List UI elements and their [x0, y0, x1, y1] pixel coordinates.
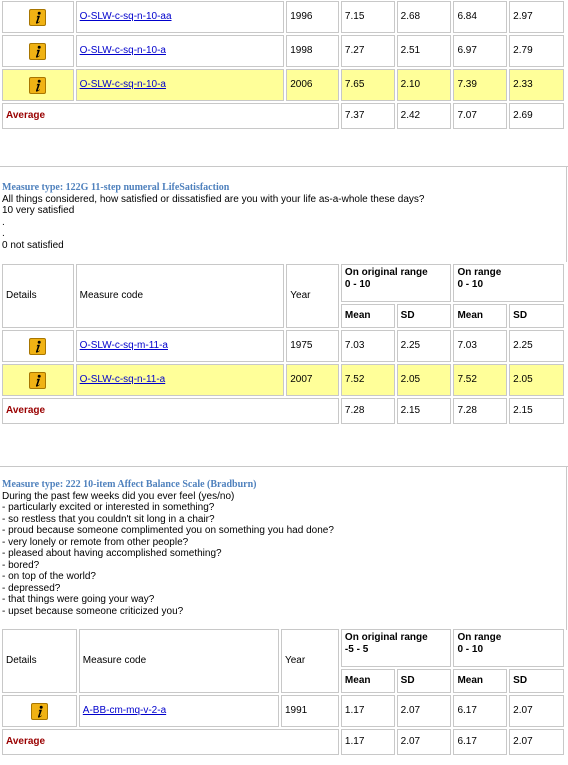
- mean-range-cell: 6.84: [453, 1, 507, 33]
- measure-item: - that things were going your way?: [2, 594, 155, 605]
- details-cell[interactable]: [2, 364, 74, 396]
- measure-answer-line: .: [2, 228, 5, 239]
- average-mean: 1.17: [341, 729, 395, 755]
- average-mean-range: 6.17: [453, 729, 507, 755]
- measure-code-link[interactable]: A-BB-cm-mq-v-2-a: [82, 705, 167, 716]
- sd-range-cell: 2.79: [509, 35, 564, 67]
- sd-range-cell: 2.33: [509, 69, 564, 101]
- table-row: [2, 35, 564, 67]
- table-row: [2, 330, 564, 362]
- range-value: 0 - 10: [457, 644, 484, 655]
- average-label: Average: [2, 729, 339, 755]
- details-cell[interactable]: [2, 330, 74, 362]
- mean-range-cell: 7.39: [453, 69, 507, 101]
- table-row-highlighted: [2, 69, 564, 101]
- mean-cell: 1.17: [341, 695, 395, 727]
- sd-range-header: SD: [509, 669, 564, 693]
- measure-code-cell: [76, 364, 285, 396]
- info-icon[interactable]: [31, 703, 48, 720]
- mean-range-header: Mean: [453, 304, 507, 328]
- measure-question: During the past few weeks did you ever feel (yes/no): [2, 490, 235, 502]
- sd-cell: 2.10: [397, 69, 452, 101]
- section-border: [566, 466, 567, 630]
- info-icon[interactable]: [29, 338, 46, 355]
- range-header: [453, 629, 564, 667]
- measure-item: - upset because someone criticized you?: [2, 605, 184, 617]
- sd-range-cell: 2.97: [509, 1, 564, 33]
- average-label: Average: [2, 398, 339, 424]
- sd-header: SD: [397, 304, 452, 328]
- mean-cell: 7.52: [341, 364, 395, 396]
- year-header: Year: [281, 629, 339, 693]
- original-range-header: [341, 629, 452, 667]
- sd-range-cell: 2.25: [509, 330, 564, 362]
- measure-code-link[interactable]: O-SLW-c-sq-n-11-a: [79, 374, 166, 385]
- table-header-row: [2, 264, 564, 302]
- year-cell: 1998: [286, 35, 339, 67]
- measure-question: All things considered, how satisfied or dissatisfied are you with your life as-a-whole these days?: [2, 193, 425, 205]
- year-header: Year: [286, 264, 339, 328]
- mean-range-cell: 7.52: [453, 364, 507, 396]
- average-sd-range: 2.69: [509, 103, 564, 129]
- sd-cell: 2.07: [397, 695, 452, 727]
- year-cell: 1991: [281, 695, 339, 727]
- original-range-value: -5 - 5: [344, 644, 369, 655]
- measure-code-cell: [79, 695, 279, 727]
- measure-item: - so restless that you couldn't sit long in a chair?: [2, 513, 215, 525]
- year-cell: 2006: [286, 69, 339, 101]
- measure-item: - bored?: [2, 559, 40, 571]
- info-icon[interactable]: [29, 372, 46, 389]
- table-row-highlighted: [2, 364, 564, 396]
- range-label: On range: [457, 632, 502, 643]
- mean-cell: 7.03: [341, 330, 395, 362]
- original-range-label: On original range: [344, 632, 428, 643]
- mean-range-header: Mean: [453, 669, 507, 693]
- range-value: 0 - 10: [457, 279, 484, 290]
- measure-code-header: Measure code: [76, 264, 285, 328]
- measure-description: [2, 479, 562, 617]
- sd-cell: 2.51: [397, 35, 452, 67]
- results-table-3: [0, 627, 566, 757]
- details-header: Details: [2, 264, 74, 328]
- info-icon[interactable]: [29, 77, 46, 94]
- section-divider: [0, 466, 568, 467]
- details-cell[interactable]: [2, 1, 74, 33]
- measure-item: - pleased about having accomplished something?: [2, 548, 222, 559]
- measure-code-cell: [76, 330, 285, 362]
- range-label: On range: [457, 267, 502, 278]
- mean-header: Mean: [341, 304, 395, 328]
- average-mean: 7.28: [341, 398, 395, 424]
- measure-code-cell: [76, 35, 285, 67]
- mean-cell: 7.65: [341, 69, 395, 101]
- results-table-2: [0, 262, 566, 426]
- average-mean-range: 7.28: [453, 398, 507, 424]
- measure-code-link[interactable]: O-SLW-c-sq-n-10-a: [79, 79, 166, 90]
- average-sd-range: 2.07: [509, 729, 564, 755]
- measure-item: - very lonely or remote from other people?: [2, 536, 189, 548]
- average-sd: 2.15: [397, 398, 452, 424]
- details-header: Details: [2, 629, 77, 693]
- measure-description: [2, 182, 562, 251]
- measure-item: - depressed?: [2, 582, 61, 594]
- original-range-header: [341, 264, 452, 302]
- measure-code-link[interactable]: O-SLW-c-sq-m-11-a: [79, 340, 168, 351]
- table-row: [2, 695, 564, 727]
- measure-code-cell: [76, 69, 285, 101]
- year-cell: 2007: [286, 364, 339, 396]
- average-row: [2, 103, 564, 129]
- sd-cell: 2.05: [397, 364, 452, 396]
- measure-title: Measure type: 122G 11-step numeral LifeSatisfaction: [2, 182, 230, 193]
- sd-range-cell: 2.05: [509, 364, 564, 396]
- measure-answer-line: .: [2, 216, 5, 228]
- sd-range-cell: 2.07: [509, 695, 564, 727]
- mean-header: Mean: [341, 669, 395, 693]
- measure-answer-line: 10 very satisfied: [2, 205, 75, 216]
- results-table-1: [0, 0, 566, 131]
- table-header-row: [2, 629, 564, 667]
- measure-item: - particularly excited or interested in something?: [2, 502, 215, 513]
- section-divider: [0, 166, 568, 167]
- details-cell[interactable]: [2, 695, 77, 727]
- measure-code-header: Measure code: [79, 629, 279, 693]
- average-mean-range: 7.07: [453, 103, 507, 129]
- measure-code-link[interactable]: O-SLW-c-sq-n-10-a: [79, 45, 166, 56]
- details-cell[interactable]: [2, 69, 74, 101]
- measure-code-cell: [76, 1, 285, 33]
- sd-cell: 2.25: [397, 330, 452, 362]
- measure-answer-line: 0 not satisfied: [2, 239, 64, 251]
- measure-title: Measure type: 222 10-item Affect Balance Scale (Bradburn): [2, 479, 257, 490]
- original-range-label: On original range: [344, 267, 428, 278]
- average-mean: 7.37: [341, 103, 395, 129]
- average-row: [2, 398, 564, 424]
- mean-range-cell: 6.17: [453, 695, 507, 727]
- average-sd: 2.42: [397, 103, 452, 129]
- info-icon[interactable]: [29, 43, 46, 60]
- measure-code-link[interactable]: O-SLW-c-sq-n-10-aa: [79, 11, 172, 22]
- original-range-value: 0 - 10: [344, 279, 371, 290]
- section-border: [566, 166, 567, 262]
- mean-range-cell: 7.03: [453, 330, 507, 362]
- average-sd-range: 2.15: [509, 398, 564, 424]
- sd-cell: 2.68: [397, 1, 452, 33]
- average-row: [2, 729, 564, 755]
- range-header: [453, 264, 564, 302]
- mean-range-cell: 6.97: [453, 35, 507, 67]
- average-label: Average: [2, 103, 339, 129]
- year-cell: 1975: [286, 330, 339, 362]
- sd-header: SD: [397, 669, 452, 693]
- measure-item: - proud because someone complimented you on something you had done?: [2, 525, 334, 536]
- year-cell: 1996: [286, 1, 339, 33]
- mean-cell: 7.15: [341, 1, 395, 33]
- info-icon[interactable]: [29, 9, 46, 26]
- measure-item: - on top of the world?: [2, 571, 96, 582]
- details-cell[interactable]: [2, 35, 74, 67]
- mean-cell: 7.27: [341, 35, 395, 67]
- average-sd: 2.07: [397, 729, 452, 755]
- sd-range-header: SD: [509, 304, 564, 328]
- table-row: [2, 1, 564, 33]
